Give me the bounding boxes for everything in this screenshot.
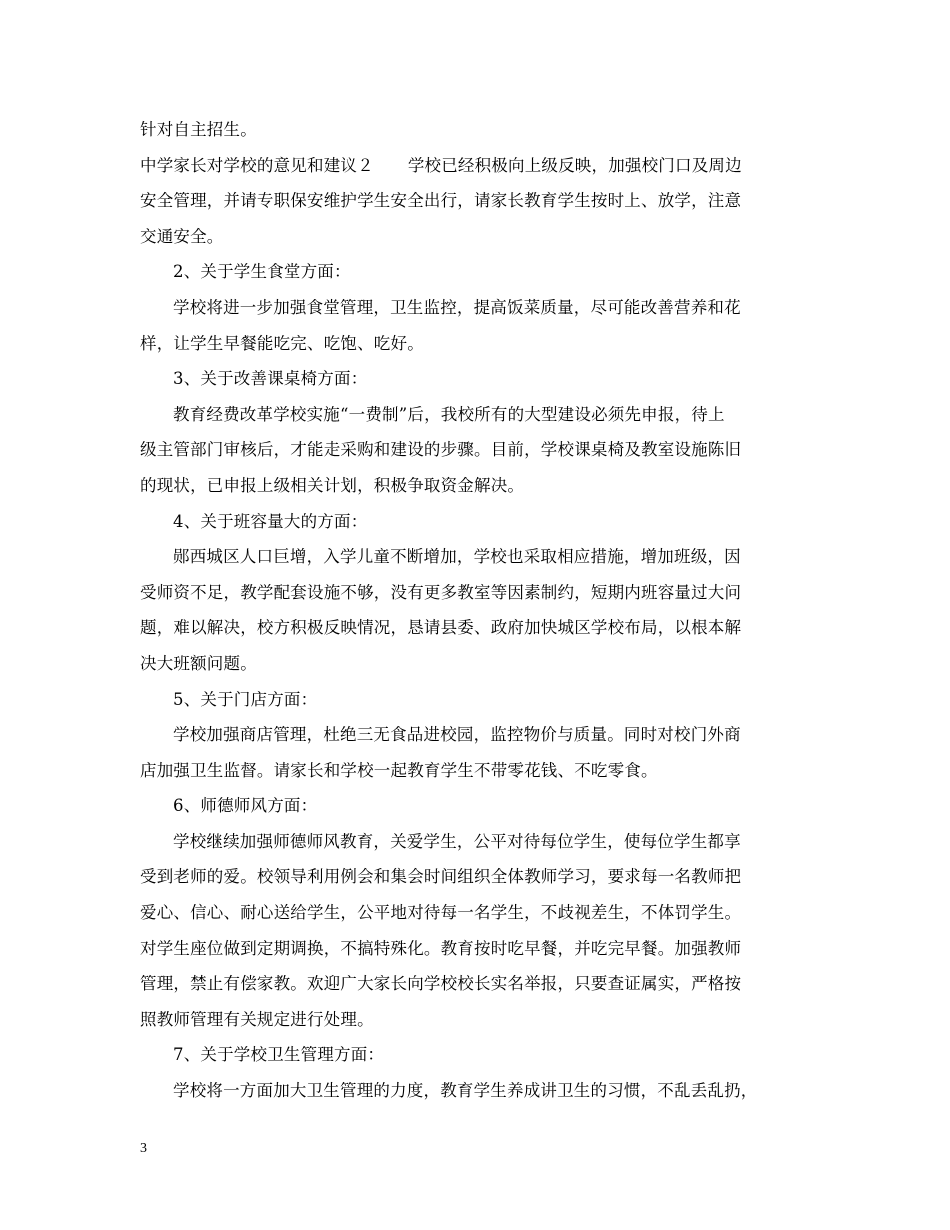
line-text: 安全管理，并请专职保安维护学生安全出行，请家长教育学生按时上、放学，注意 xyxy=(140,191,742,211)
text-line xyxy=(140,895,820,931)
text-line xyxy=(140,610,820,646)
text-line xyxy=(140,931,820,967)
line-text: 对学生座位做到定期调换，不搞特殊化。教育按时吃早餐，并吃完早餐。加强教师 xyxy=(140,938,742,958)
line-text: 郧西城区人口巨增，入学儿童不断增加，学校也采取相应措施，增加班级，因 xyxy=(173,547,741,567)
article-title-inline: 中学家长对学校的意见和建议２ xyxy=(140,155,374,175)
line-text: 交通安全。 xyxy=(140,226,224,246)
line-text: 受师资不足，教学配套设施不够，没有更多教室等因素制约，短期内班容量过大问 xyxy=(140,582,742,602)
line-text: 决大班额问题。 xyxy=(140,653,257,673)
text-line xyxy=(140,753,820,789)
line-text: 照教师管理有关规定进行处理。 xyxy=(140,1009,374,1029)
heading-text: 3、关于改善课桌椅方面： xyxy=(173,369,368,389)
line-text: 学校将一方面加大卫生管理的力度，教育学生养成讲卫生的习惯，不乱丢乱扔， xyxy=(173,1081,758,1101)
heading-text: 7、关于学校卫生管理方面： xyxy=(173,1045,385,1065)
line-text: 管理，禁止有偿家教。欢迎广大家长向学校校长实名举报，只要查证属实，严格按 xyxy=(140,974,742,994)
text-line xyxy=(140,112,820,148)
text-line xyxy=(140,539,820,575)
text-line xyxy=(140,183,820,219)
section-heading xyxy=(140,361,820,397)
line-text: 学校将进一步加强食堂管理，卫生监控，提高饭菜质量，尽可能改善营养和花 xyxy=(173,297,741,317)
page-number: 3 xyxy=(140,1141,147,1156)
text-line xyxy=(140,290,820,326)
text-line xyxy=(140,468,820,504)
line-text: 学校已经积极向上级反映，加强校门口及周边 xyxy=(407,155,742,175)
heading-text: 2、关于学生食堂方面： xyxy=(173,262,351,282)
text-line xyxy=(140,966,820,1002)
line-text: 爱心、信心、耐心送给学生，公平地对待每一名学生，不歧视差生，不体罚学生。 xyxy=(140,903,742,923)
text-line xyxy=(140,219,820,255)
heading-text: 6、师德师风方面： xyxy=(173,796,318,816)
line-text: 题，难以解决，校方积极反映情况，恳请县委、政府加快城区学校布局，以根本解 xyxy=(140,618,742,638)
line-text: 教育经费改革学校实施“一费制”后，我校所有的大型建设必须先申报，待上 xyxy=(173,404,725,424)
section-heading xyxy=(140,1037,820,1073)
text-line xyxy=(140,1073,820,1109)
section-heading xyxy=(140,254,820,290)
line-text: 学校继续加强师德师风教育，关爱学生，公平对待每位学生，使每位学生都享 xyxy=(173,831,741,851)
section-heading xyxy=(140,504,820,540)
text-line xyxy=(140,397,820,433)
line-text: 的现状，已申报上级相关计划，积极争取资金解决。 xyxy=(140,475,525,495)
line-text: 针对自主招生。 xyxy=(140,120,257,139)
section-heading xyxy=(140,788,820,824)
line-text: 学校加强商店管理，杜绝三无食品进校园，监控物价与质量。同时对校门外商 xyxy=(173,725,741,745)
text-line xyxy=(140,717,820,753)
line-text: 样，让学生早餐能吃完、吃饱、吃好。 xyxy=(140,333,424,353)
text-line xyxy=(140,824,820,860)
line-text: 受到老师的爱。校领导利用例会和集会时间组织全体教师学习，要求每一名教师把 xyxy=(140,867,742,887)
heading-text: 4、关于班容量大的方面： xyxy=(173,511,368,531)
text-line xyxy=(140,148,820,184)
line-text: 店加强卫生监督。请家长和学校一起教育学生不带零花钱、不吃零食。 xyxy=(140,760,658,780)
text-line xyxy=(140,646,820,682)
text-line xyxy=(140,432,820,468)
text-line xyxy=(140,575,820,611)
text-line xyxy=(140,859,820,895)
text-line xyxy=(140,1002,820,1038)
text-line xyxy=(140,326,820,362)
line-text: 级主管部门审核后，才能走采购和建设的步骤。目前，学校课桌椅及教室设施陈旧 xyxy=(140,440,742,460)
heading-text: 5、关于门店方面： xyxy=(173,689,318,709)
document-body xyxy=(140,112,820,1109)
section-heading xyxy=(140,682,820,718)
